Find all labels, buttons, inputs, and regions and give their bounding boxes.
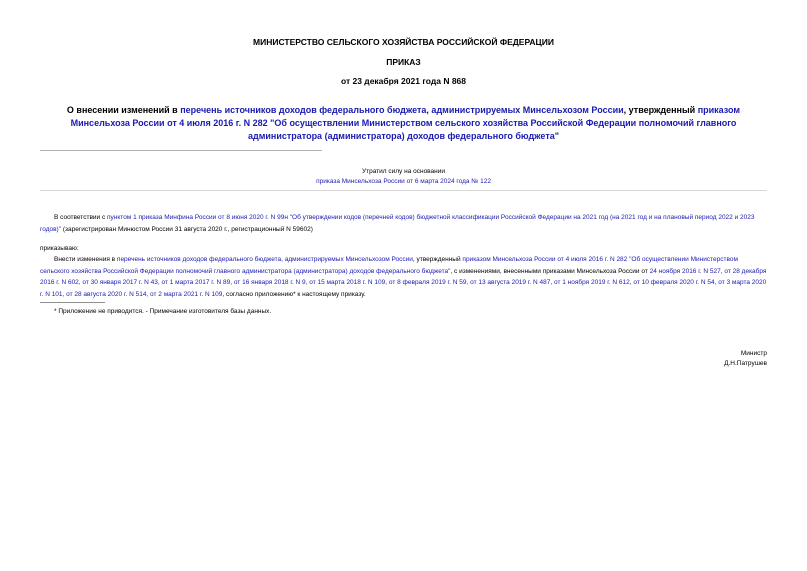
paragraph-basis xyxy=(40,212,767,235)
lost-force-link-wrap xyxy=(40,176,767,187)
title-middle: , утвержденный xyxy=(623,105,698,115)
title-link-revenue-list[interactable]: перечень источников доходов федерального бюджета, администрируемых Минсельхозом России xyxy=(180,105,624,115)
divider-short xyxy=(40,150,322,151)
document-type: ПРИКАЗ xyxy=(386,57,421,67)
paragraph-changes-middle2: , с изменениями, внесенными приказами Минсельхоза России от xyxy=(450,267,650,275)
paragraph-changes-suffix: , согласно приложению* к настоящему приказу. xyxy=(222,290,366,298)
paragraph-changes-middle: , утвержденный xyxy=(412,256,463,263)
link-revenue-list[interactable]: перечень источников доходов федерального бюджета, администрируемых Минсельхозом России xyxy=(116,256,413,263)
signature-position: Министр xyxy=(740,350,767,357)
document-date-number: от 23 декабря 2021 года N 868 xyxy=(340,76,467,86)
lost-force-note: Утратил силу на основании xyxy=(361,168,446,175)
paragraph-basis-suffix: (зарегистрирован Минюстом России 31 августа 2020 г., регистрационный N 59602) xyxy=(61,225,313,233)
link-order-282[interactable]: приказом Минсельхоза России от 4 июля 2016 г. N 282 "Об осуществлении Министерством сельского хозяйства Российской Федерации полномочий главного администратора (администратора) доходов федерального бюджета" xyxy=(40,256,738,275)
lost-force-link[interactable]: приказа Минсельхоза России от 6 марта 2024 года № 122 xyxy=(316,178,491,185)
signature-name: Д.Н.Патрушев xyxy=(724,360,767,367)
link-amending-orders[interactable]: 24 ноября 2016 г. N 527, от 28 декабря 2016 г. N 602, от 30 января 2017 г. N 43, от 1 марта 2017 г. N 89, от 16 января 2018 г. N 9, от 15 марта 2018 г. N 109, от 8 февраля 2019 г. N 59, от 13 августа 2019 г. N 487, от 1 ноября 2019 г. N 612, от 10 февраля 2020 г. N 54, от 3 марта 2020 г. N 101, от 28 августа 2020 г. N 514, от 2 марта 2021 г. N 109 xyxy=(40,267,767,298)
order-word: приказываю: xyxy=(40,245,79,252)
title-link-order-282[interactable]: приказом Минсельхоза России от 4 июля 2016 г. N 282 "Об осуществлении Министерством сельского хозяйства Российской Федерации полномочий главного администратора (администратора) доходов федерального бюджета" xyxy=(70,105,741,141)
link-minfin-order[interactable]: пунктом 1 приказа Минфина России от 8 июня 2020 г. N 99н "Об утверждении кодов (перечней кодов) бюджетной классификации Российской Федерации на 2021 год (на 2021 год и на плановый период 2022 и 2023 годов)" xyxy=(40,214,755,233)
paragraph-changes-prefix: Внести изменения в xyxy=(54,256,117,263)
footnote-divider xyxy=(40,302,105,303)
paragraph-changes xyxy=(40,254,767,300)
title-prefix: О внесении изменений в xyxy=(66,105,181,115)
paragraph-basis-prefix: В соответствии с xyxy=(54,214,108,221)
ministry-heading: МИНИСТЕРСТВО СЕЛЬСКОГО ХОЗЯЙСТВА РОССИЙСКОЙ ФЕДЕРАЦИИ xyxy=(253,37,554,47)
divider-full xyxy=(40,190,767,191)
footnote-text: * Приложение не приводится. - Примечание изготовителя базы данных. xyxy=(54,308,272,315)
document-title xyxy=(40,104,767,143)
